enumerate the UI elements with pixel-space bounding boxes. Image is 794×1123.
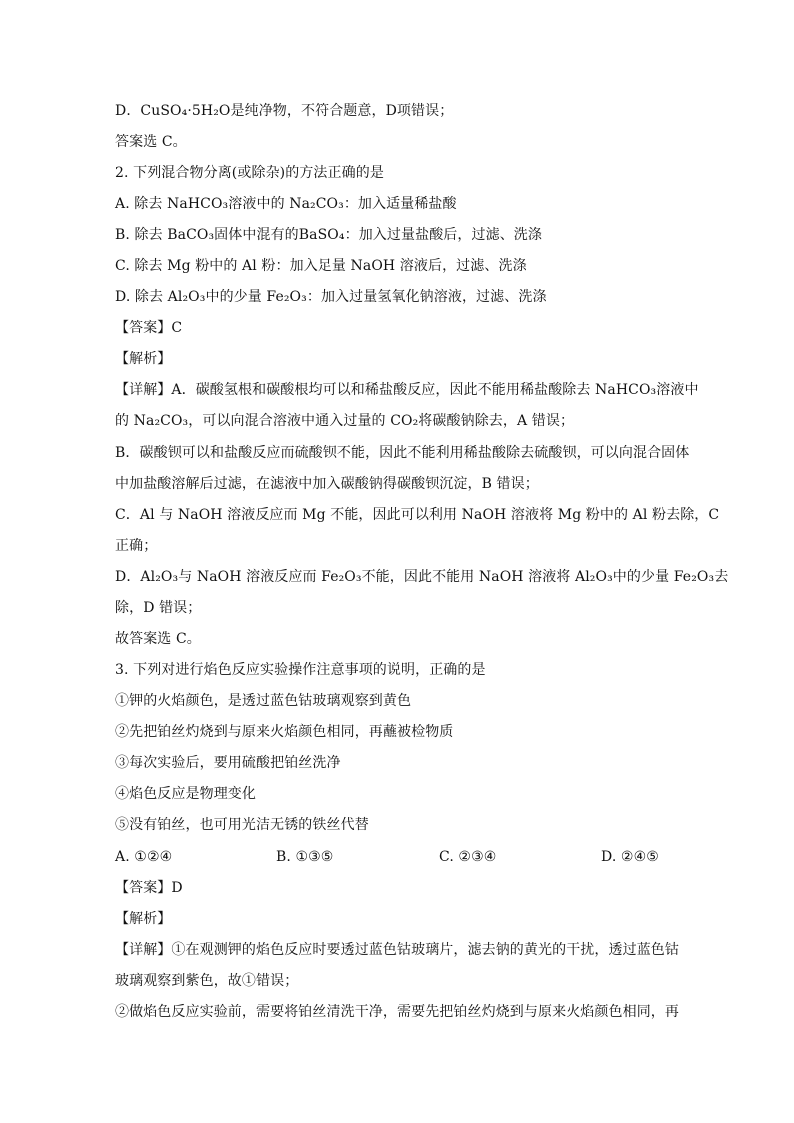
text-line: 玻璃观察到紫色，故①错误； <box>115 973 299 989</box>
text-line: ④焰色反应是物理变化 <box>115 786 256 802</box>
text-line: 【详解】A．碳酸氢根和碳酸根均可以和稀盐酸反应，因此不能用稀盐酸除去 NaHCO₃溶液中 <box>115 382 699 398</box>
text-line: 中加盐酸溶解后过滤，在滤液中加入碳酸钠得碳酸钡沉淀，B 错误； <box>115 476 539 492</box>
text-line: ⑤没有铂丝，也可用光洁无锈的铁丝代替 <box>115 817 369 833</box>
text-line: 答案选 C。 <box>115 134 187 150</box>
text-line: ③每次实验后，要用硫酸把铂丝洗净 <box>115 755 341 771</box>
text-line: B．碳酸钡可以和盐酸反应而硫酸钡不能，因此不能利用稀盐酸除去硫酸钡，可以向混合固体 <box>115 445 690 461</box>
option-c: C. ②③④ <box>439 849 497 865</box>
option-a: A. ①②④ <box>115 849 173 865</box>
text-line: 【详解】①在观测钾的焰色反应时要透过蓝色钴玻璃片，滤去钠的黄光的干扰，透过蓝色钴 <box>115 942 679 958</box>
question-3-title: 3. 下列对进行焰色反应实验操作注意事项的说明，正确的是 <box>115 662 486 678</box>
question-2-option-a: A. 除去 NaHCO₃溶液中的 Na₂CO₃：加入适量稀盐酸 <box>115 196 457 212</box>
text-line: D．Al₂O₃与 NaOH 溶液反应而 Fe₂O₃不能，因此不能用 NaOH 溶液将 Al₂O₃中的少量 Fe₂O₃去 <box>115 569 729 585</box>
text-line: ②先把铂丝灼烧到与原来火焰颜色相同，再蘸被检物质 <box>115 724 454 740</box>
analysis-label: 【解析】 <box>115 911 172 927</box>
text-line: ①钾的火焰颜色，是透过蓝色钴玻璃观察到黄色 <box>115 693 412 709</box>
answer-label: 【答案】C <box>115 320 183 336</box>
text-line: ②做焰色反应实验前，需要将铂丝清洗干净，需要先把铂丝灼烧到与原来火焰颜色相同，再 <box>115 1004 679 1020</box>
option-b: B. ①③⑤ <box>276 849 334 865</box>
analysis-label: 【解析】 <box>115 351 172 367</box>
text-line: D．CuSO₄·5H₂O是纯净物，不符合题意，D项错误； <box>115 103 454 119</box>
text-line: 故答案选 C。 <box>115 631 201 647</box>
text-line: 除，D 错误； <box>115 600 202 616</box>
text-line: 的 Na₂CO₃，可以向混合溶液中通入过量的 CO₂将碳酸钠除去，A 错误； <box>115 413 575 429</box>
question-2-option-b: B. 除去 BaCO₃固体中混有的BaSO₄：加入过量盐酸后，过滤、洗涤 <box>115 227 542 243</box>
question-3-options <box>115 847 685 867</box>
text-line: C．Al 与 NaOH 溶液反应而 Mg 不能，因此可以利用 NaOH 溶液将 Mg 粉中的 Al 粉去除，C <box>115 507 720 523</box>
question-2-option-c: C. 除去 Mg 粉中的 Al 粉：加入足量 NaOH 溶液后，过滤、洗涤 <box>115 258 527 274</box>
question-2-title: 2. 下列混合物分离(或除杂)的方法正确的是 <box>115 165 384 181</box>
text-line: 正确； <box>115 538 158 554</box>
question-2-option-d: D. 除去 Al₂O₃中的少量 Fe₂O₃：加入过量氢氧化钠溶液，过滤、洗涤 <box>115 289 547 305</box>
answer-label: 【答案】D <box>115 880 183 896</box>
option-d: D. ②④⑤ <box>601 849 659 865</box>
